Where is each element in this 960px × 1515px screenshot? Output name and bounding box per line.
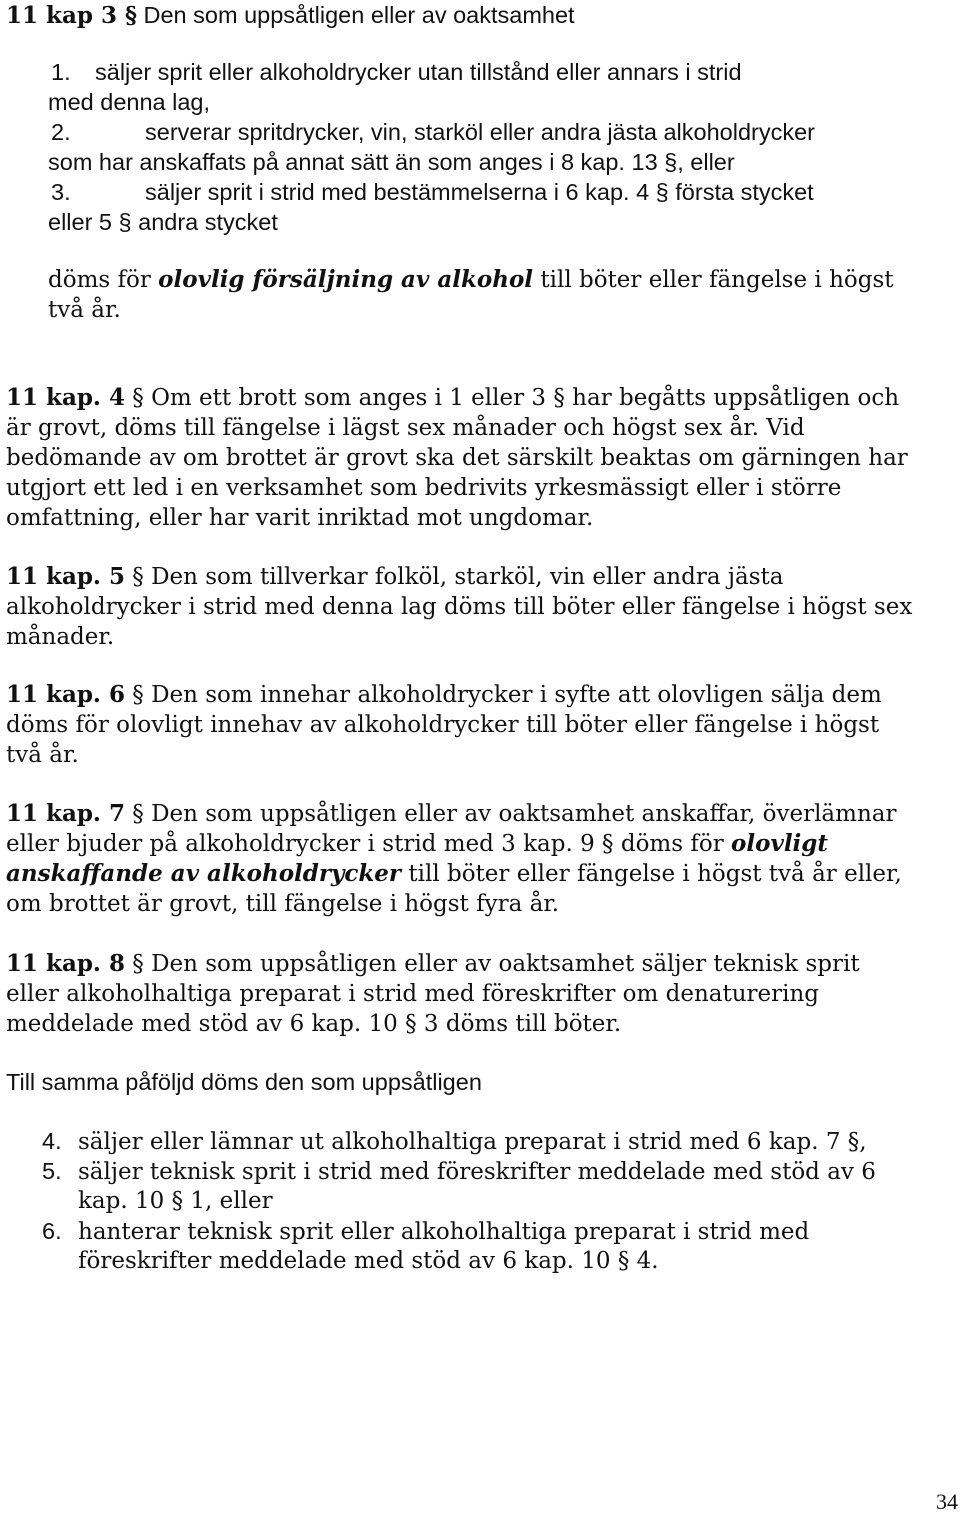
section-label: 11 kap. 4 — [6, 384, 125, 411]
list-number: 2. — [51, 119, 71, 145]
list-number: 6. — [42, 1218, 62, 1244]
section-11-7 — [6, 799, 896, 829]
section-11-5-line: alkoholdrycker i strid med denna lag döms till böter eller fängelse i högst sex — [6, 594, 913, 620]
list-item-6-cont: föreskrifter meddelade med stöd av 6 kap. 10 § 4. — [78, 1248, 659, 1274]
page-number: 34 — [936, 1489, 958, 1514]
section-11-4-line: utgjort ett led i en verksamhet som bedrivits yrkesmässigt eller i större — [6, 475, 842, 501]
section-text: eller bjuder på alkoholdrycker i strid med 3 kap. 9 § döms för — [6, 831, 732, 857]
section-heading-11-3 — [6, 0, 575, 31]
paragraph-same-penalty: Till samma påföljd döms den som uppsåtligen — [6, 1069, 482, 1095]
list-item-4 — [6, 1126, 867, 1157]
list-text: säljer teknisk sprit i strid med föreskrifter meddelade med stöd av 6 — [78, 1159, 876, 1185]
section-11-4-line: är grovt, döms till fängelse i lägst sex månader och högst sex år. Vid — [6, 415, 805, 441]
penalty-line-cont: två år. — [48, 297, 121, 323]
section-label: 11 kap. 6 — [6, 681, 125, 708]
penalty-line — [48, 265, 894, 295]
list-item-1 — [6, 57, 742, 87]
section-text: § Den som innehar alkoholdrycker i syfte att olovligen sälja dem — [124, 682, 882, 708]
section-11-7-line — [6, 859, 902, 889]
offense-term: olovlig försäljning av alkohol — [158, 266, 534, 293]
section-text: § Den som uppsåtligen eller av oaktsamhet säljer teknisk sprit — [124, 951, 860, 977]
section-label: 11 kap. 5 — [6, 563, 125, 590]
list-text: säljer eller lämnar ut alkoholhaltiga preparat i strid med 6 kap. 7 §, — [78, 1129, 867, 1155]
list-item-3 — [6, 177, 814, 207]
section-label: 11 kap. 7 — [6, 800, 125, 827]
list-item-6 — [6, 1216, 809, 1247]
list-number: 3. — [51, 179, 71, 205]
list-item-3-cont: eller 5 § andra stycket — [48, 209, 278, 235]
list-item-1-cont: med denna lag, — [48, 89, 211, 115]
penalty-text: till böter eller fängelse i högst — [533, 267, 894, 293]
section-11-6 — [6, 680, 882, 710]
section-11-4-line: omfattning, eller har varit inriktad mot ungdomar. — [6, 505, 594, 531]
section-11-8-line: eller alkoholhaltiga preparat i strid med föreskrifter om denaturering — [6, 981, 820, 1007]
section-11-7-line — [6, 829, 828, 859]
section-11-6-line: döms för olovligt innehav av alkoholdrycker till böter eller fängelse i högst — [6, 712, 880, 738]
list-text: säljer sprit eller alkoholdrycker utan tillstånd eller annars i strid — [95, 59, 742, 85]
section-11-7-line: om brottet är grovt, till fängelse i högst fyra år. — [6, 891, 560, 917]
offense-term: olovligt — [731, 830, 828, 857]
list-number: 4. — [42, 1128, 62, 1154]
section-text: § Den som uppsåtligen eller av oaktsamhet anskaffar, överlämnar — [124, 801, 897, 827]
list-item-2 — [6, 117, 815, 147]
list-text: hanterar teknisk sprit eller alkoholhaltiga preparat i strid med — [78, 1219, 810, 1245]
section-11-5 — [6, 562, 783, 592]
section-text: Den som uppsåtligen eller av oaktsamhet — [136, 2, 575, 28]
section-text: till böter eller fängelse i högst två år eller, — [401, 861, 902, 887]
section-sign: § — [124, 2, 137, 29]
list-number: 5. — [42, 1158, 62, 1184]
offense-term: anskaffande av alkoholdrycker — [6, 860, 402, 887]
section-11-6-line: två år. — [6, 742, 79, 768]
section-11-5-line: månader. — [6, 624, 115, 650]
list-text: serverar spritdrycker, vin, starköl eller andra jästa alkoholdrycker — [145, 119, 816, 145]
section-11-8 — [6, 949, 860, 979]
section-label: 11 kap 3 — [6, 2, 125, 29]
list-text: säljer sprit i strid med bestämmelserna i 6 kap. 4 § första stycket — [145, 179, 814, 205]
list-item-2-cont: som har anskaffats på annat sätt än som anges i 8 kap. 13 §, eller — [48, 149, 735, 175]
penalty-text: döms för — [48, 267, 159, 293]
list-item-5-cont: kap. 10 § 1, eller — [78, 1188, 273, 1214]
list-number: 1. — [51, 59, 71, 85]
section-11-4 — [6, 383, 899, 413]
section-11-8-line: meddelade med stöd av 6 kap. 10 § 3 döms till böter. — [6, 1011, 622, 1037]
section-11-4-line: bedömande av om brottet är grovt ska det särskilt beaktas om gärningen har — [6, 445, 908, 471]
section-text: § Om ett brott som anges i 1 eller 3 § har begåtts uppsåtligen och — [124, 385, 900, 411]
section-text: § Den som tillverkar folköl, starköl, vin eller andra jästa — [124, 564, 784, 590]
section-label: 11 kap. 8 — [6, 950, 125, 977]
list-item-5 — [6, 1156, 876, 1187]
